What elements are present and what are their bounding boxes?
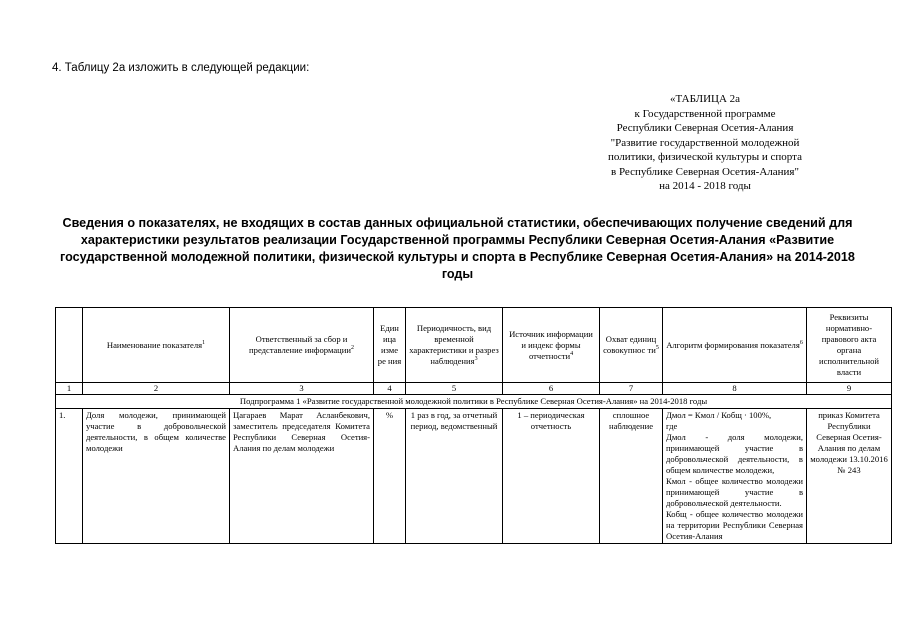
- algorithm-line: Кмол - общее количество молодежи принимающей участие в добровольческой деятельности.: [666, 476, 803, 508]
- table-row: [56, 409, 892, 544]
- column-number: 2: [83, 383, 230, 395]
- formula-line: Дмол = Кмол / Кобщ · 100%,: [666, 410, 772, 420]
- algorithm-cell: [663, 409, 807, 544]
- algorithm-line: где: [666, 421, 678, 431]
- responsible-person: Цагараев Марат Асланбекович, заместитель председателя Комитета Республики Северная Осетия-Алания по делам молодежи: [230, 409, 374, 544]
- algorithm-line: Дмол - доля молодежи, принимающей участие в добровольческой деятельности, в общем количестве молодежи,: [666, 432, 803, 475]
- column-number: 5: [406, 383, 503, 395]
- header-row: [56, 308, 892, 383]
- intro-text: 4. Таблицу 2а изложить в следующей редакции:: [52, 62, 310, 74]
- source-cell: 1 – периодическая отчетность: [503, 409, 600, 544]
- coverage-cell: сплошное наблюдение: [600, 409, 663, 544]
- unit-cell: %: [374, 409, 406, 544]
- column-number: 8: [663, 383, 807, 395]
- indicator-name: Доля молодежи, принимающей участие в добровольческой деятельности, в общем количестве молодежи: [83, 409, 230, 544]
- column-number: 4: [374, 383, 406, 395]
- approval-line: политики, физической культуры и спорта: [608, 151, 802, 163]
- subprogram-row: [56, 395, 892, 409]
- header-cell: Периодичность, вид временной характеристики и разрез наблюдения$^3$: [406, 308, 503, 383]
- approval-line: «ТАБЛИЦА 2а: [669, 93, 741, 105]
- column-number: 6: [503, 383, 600, 395]
- approval-line: "Развитие государственной молодежной: [610, 136, 800, 149]
- header-cell: Ответственный за сбор и представление информации$^2$: [230, 308, 374, 383]
- algorithm-line: Кобщ - общее количество молодежи на территории Республики Северная Осетия-Алания: [666, 509, 803, 541]
- header-cell: Наименование показателя$^1$: [83, 308, 230, 383]
- approval-line: на 2014 - 2018 годы: [659, 180, 751, 192]
- approval-line: Республики Северная Осетия-Алания: [616, 122, 794, 134]
- header-cell: Алгоритм формирования показателя$^6$: [663, 308, 807, 383]
- approval-line: к Государственной программе: [634, 107, 776, 120]
- approval-line: в Республике Северная Осетия-Алания": [611, 165, 799, 178]
- requisites-cell: приказ Комитета Республики Северная Осетия-Алания по делам молодежи 13.10.2016 № 243: [807, 409, 892, 544]
- header-cell: [56, 308, 83, 383]
- row-number: 1.: [56, 409, 83, 544]
- header-cell: Охват единиц совокупнос $ти^5$: [600, 308, 663, 383]
- header-cell: Реквизиты нормативно-правового акта органа исполнительной власти: [807, 308, 892, 383]
- header-cell: Един ица изме ре ния: [374, 308, 406, 383]
- document-title: Сведения о показателях, не входящих в состав данных официальной статистики, обеспечивающих получение сведений для характеристики результатов реализации Государственной программы Республики Северная Осетия-Алания «Развитие государственной молодежной политики, физической культуры и спорта в Республике Северная Осетия-Алания» на 2014-2018 годы: [60, 216, 855, 281]
- approval-stamp: [560, 92, 850, 194]
- indicators-table: [55, 307, 892, 544]
- subprogram-title: Подпрограмма 1 «Развитие государственной молодежной политики в Республике Северная Осетия-Алания» на 2014-2018 годы: [56, 395, 892, 409]
- column-number: 1: [56, 383, 83, 395]
- column-number-row: [56, 383, 892, 395]
- column-number: 3: [230, 383, 374, 395]
- column-number: 7: [600, 383, 663, 395]
- periodicity-cell: 1 раз в год, за отчетный период, ведомственный: [406, 409, 503, 544]
- column-number: 9: [807, 383, 892, 395]
- header-cell: Источник информации и индекс формы отчетности$^4$: [503, 308, 600, 383]
